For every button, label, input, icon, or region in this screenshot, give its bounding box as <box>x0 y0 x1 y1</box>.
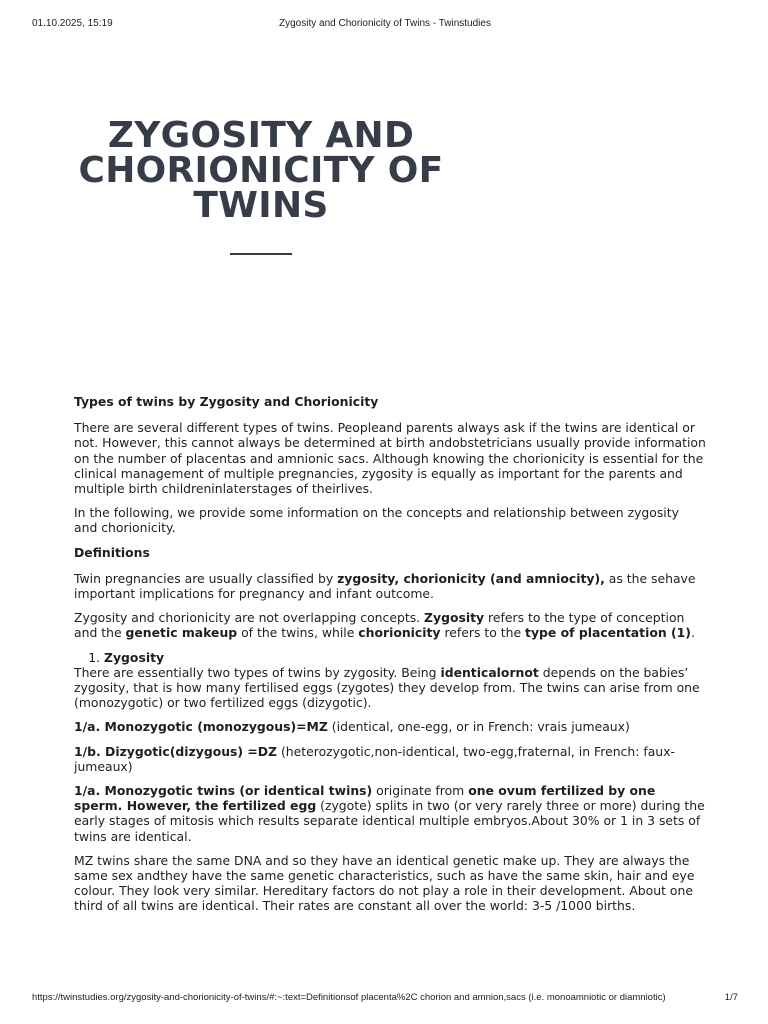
print-page-title: Zygosity and Chorionicity of Twins - Twinstudies <box>279 18 491 29</box>
text-span: Zygosity and chorionicity are not overlapping concepts. <box>74 610 425 626</box>
bold-span: chorionicity <box>358 625 441 641</box>
text-span: (zygote) splits in two (or very rarely three or more) during the early stages of mitosis which results separate identical multiple embryos.About 30% or 1 in 3 sets of twins are identical. <box>74 798 705 844</box>
dz-definition <box>74 744 706 774</box>
text-span: Twin pregnancies are usually classified by <box>74 570 338 586</box>
title-underline-divider <box>230 253 292 255</box>
text-span: There are essentially two types of twins by zygosity. Being <box>74 664 441 680</box>
zygosity-types-paragraph <box>74 665 706 711</box>
text-span: as the sehave important implications for pregnancy and infant outcome. <box>74 570 696 602</box>
bold-span: 1/a. Monozygotic (monozygous)=MZ <box>74 719 328 735</box>
text-span: . <box>690 625 695 641</box>
intro-paragraph: There are several different types of twins. Peopleand parents always ask if the twins are identical or not. However, this cannot always be determined at birth andobstetricians usually provide information on the number of placentas and amnionic sacs. Although knowing the chorionicity is essential for the clinical management of multiple pregnancies, zygosity is equally as important for the parents and multiple birth childreninlaterstages of theirlives. <box>74 420 706 497</box>
page-title-line-3: TWINS <box>193 185 329 226</box>
bold-span: 1/b. Dizygotic(dizygous) =DZ <box>74 743 278 759</box>
mz-dna-paragraph: MZ twins share the same DNA and so they have an identical genetic make up. They are always the same sex andthey have the same genetic characteristics, such as have the same skin, hair and eye colour. They look very similar. Hereditary factors do not play a role in their development. About one third of all twins are identical. Their rates are constant all over the world: 3-5 /1000 births. <box>74 852 695 914</box>
following-paragraph: In the following, we provide some information on the concepts and relationship between zygosity and chorionicity. <box>74 505 679 536</box>
text-span: (identical, one-egg, or in French: vrais jumeaux) <box>327 719 630 735</box>
print-header <box>32 18 738 32</box>
text-span: of the twins, while <box>237 625 359 641</box>
hero <box>60 115 462 255</box>
classification-paragraph <box>74 571 706 601</box>
bold-span: zygosity, chorionicity (and amniocity), <box>337 570 605 586</box>
bold-span: type of placentation (1) <box>525 625 691 641</box>
bold-span: one ovum fertilized by one sperm. However, the fertilized egg <box>74 783 656 814</box>
heading-types-of-twins: Types of twins by Zygosity and Chorionicity <box>74 394 379 409</box>
print-datetime: 01.10.2025, 15:19 <box>32 18 113 29</box>
mz-definition <box>74 719 706 734</box>
bold-span: genetic makeup <box>125 625 238 641</box>
mz-origin-paragraph <box>74 783 706 844</box>
print-url: https://twinstudies.org/zygosity-and-chorionicity-of-twins/#:~:text=Definitionsof placenta%2C chorion and amnion,sacs (i.e. monoamniotic or diamniotic) <box>32 992 666 1003</box>
page-title-line-1: ZYGOSITY AND <box>107 115 415 156</box>
article-body <box>74 394 706 923</box>
text-span: depends on the babies’ zygosity, that is how many fertilised eggs (zygotes) they develop from. The twins can arise from one (monozygotic) or two fertilized eggs (dizygotic). <box>74 664 700 711</box>
print-footer <box>32 992 738 1006</box>
overlap-paragraph <box>74 610 706 640</box>
page-number: 1/7 <box>724 992 738 1003</box>
text-span: refers to the <box>440 625 526 641</box>
heading-definitions: Definitions <box>74 544 150 560</box>
bold-span: identicalornot <box>440 664 539 680</box>
bold-span: 1/a. Monozygotic twins (or identical twins) <box>74 783 373 799</box>
page-title <box>60 115 462 226</box>
bold-span: Zygosity <box>424 610 485 626</box>
text-span: refers to the type of conception and the <box>74 610 685 641</box>
numbered-list <box>74 650 706 665</box>
list-item-zygosity <box>104 650 706 665</box>
text-span: originate from <box>372 783 469 799</box>
list-item-label: Zygosity <box>104 649 165 665</box>
page-title-line-2: CHORIONICITY OF <box>78 150 444 191</box>
text-span: (heterozygotic,non-identical, two-egg,fraternal, in French: faux-jumeaux) <box>74 743 675 774</box>
